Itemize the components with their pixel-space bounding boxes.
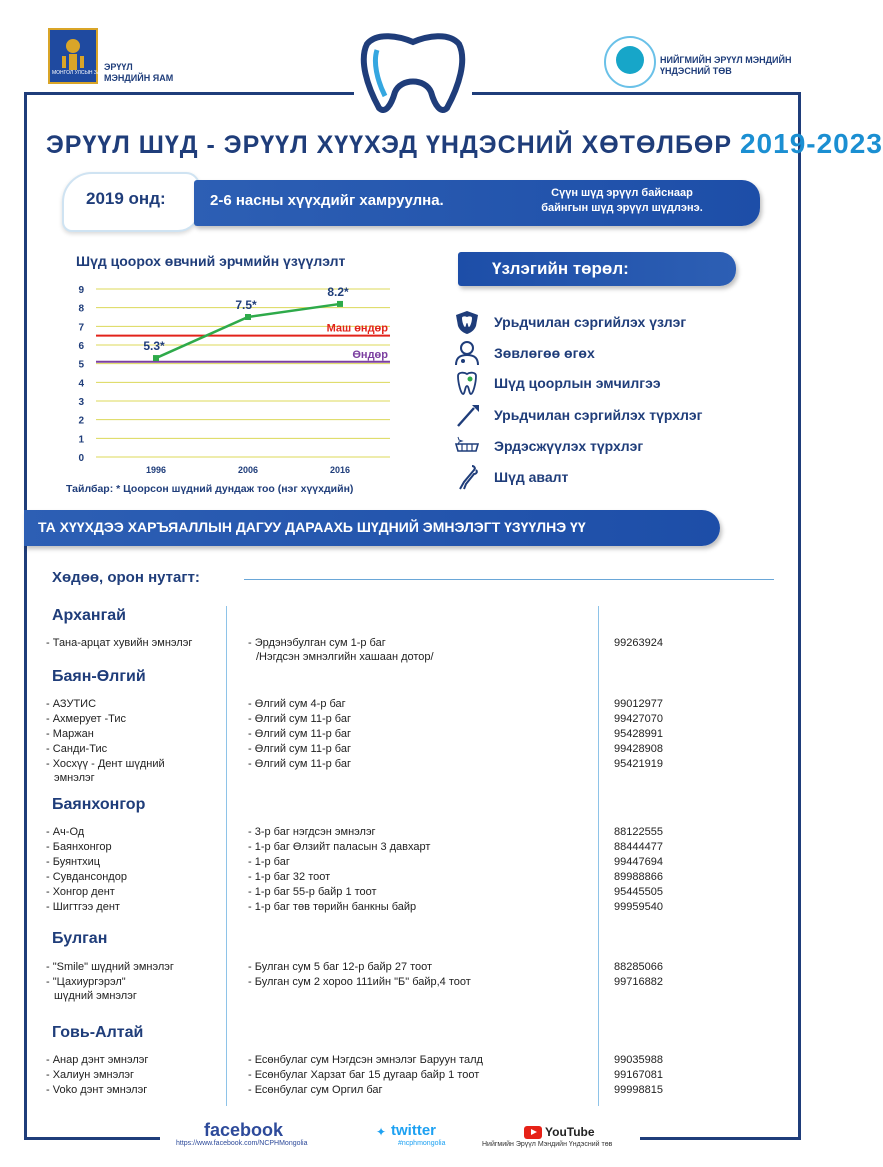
section-heading: Хөдөө, орон нутагт:	[52, 569, 200, 586]
exam-item	[452, 340, 595, 366]
clinic-name: - АЗУТИС	[46, 698, 97, 710]
title-years: 2019-2023	[739, 128, 883, 159]
twitter-handle[interactable]: #ncphmongolia	[398, 1140, 446, 1147]
section-divider	[244, 579, 774, 580]
data-point	[245, 314, 251, 320]
clinic-address: - Өлгий сум 4-р баг	[248, 698, 346, 710]
chart-title: Шүд цоорох өвчний эрчмийн үзүүлэлт	[76, 253, 346, 269]
reference-line-label: Маш өндөр	[326, 322, 388, 335]
y-tick-label: 7	[78, 322, 84, 334]
x-tick-label: 2016	[329, 465, 351, 475]
clinic-address: - Есөнбулаг сум Нэгдсэн эмнэлэг Баруун талд	[248, 1054, 483, 1066]
clinic-name: - Халиун эмнэлэг	[46, 1069, 135, 1081]
banner-side-text	[516, 186, 728, 216]
exam-item	[452, 402, 702, 428]
clinic-address: - 1-р баг	[248, 856, 290, 868]
frame-top-left	[24, 92, 354, 95]
clinic-phone: 88285066	[614, 961, 663, 973]
page-title	[46, 128, 883, 160]
ncph-name	[660, 55, 791, 77]
y-tick-label: 8	[78, 303, 84, 315]
clinic-address: - Өлгий сум 11-р баг	[248, 713, 351, 725]
clinic-address: - Есөнбулаг сум Оргил баг	[248, 1084, 383, 1096]
clinic-phone: 95428991	[614, 728, 663, 740]
clinic-name: - Ач-Од	[46, 826, 85, 838]
exam-item	[452, 433, 643, 459]
exam-item-label: Шүд цоорлын эмчилгээ	[494, 375, 661, 391]
tooth-logo-icon	[357, 30, 469, 114]
clinic-name: - Хосхүү - Дент шүдний	[46, 758, 165, 770]
y-tick-label: 1	[78, 434, 84, 446]
banner-year: 2019 онд:	[86, 189, 166, 208]
caries-chart	[60, 275, 410, 480]
clinic-address: - 1-р баг төв төрийн банкны байр	[248, 901, 417, 913]
y-tick-label: 5	[78, 359, 84, 371]
series-line	[156, 304, 340, 358]
clinic-phone: 89988866	[614, 871, 663, 883]
province-name: Говь-Алтай	[52, 1024, 144, 1041]
exam-item-label: Урьдчилан сэргийлэх үзлэг	[494, 314, 687, 330]
clinic-phone: 99012977	[614, 698, 663, 710]
clinic-phone: 99998815	[614, 1084, 663, 1096]
ministry-line-2: МЭНДИЙН ЯАМ	[104, 73, 174, 83]
clinic-name: - Сувдансондор	[46, 871, 127, 883]
clinic-phone: 95445505	[614, 886, 663, 898]
province-name: Булган	[52, 930, 108, 947]
clinic-phone: 88122555	[614, 826, 663, 838]
clinic-phone: 99427070	[614, 713, 663, 725]
clinic-phone: 99428908	[614, 743, 663, 755]
sparkling-teeth-icon	[452, 433, 482, 459]
extraction-forceps-icon	[452, 464, 482, 490]
exam-item	[452, 464, 568, 490]
ncph-line-2: ҮНДЭСНИЙ ТӨВ	[660, 66, 732, 76]
province-name: Архангай	[52, 607, 126, 624]
clinic-address: - 1-р баг 55-р байр 1 тоот	[248, 886, 377, 898]
clinic-phone: 95421919	[614, 758, 663, 770]
band-text: ТА ХҮҮХДЭЭ ХАРЪЯАЛЛЫН ДАГУУ ДАРААХЬ ШҮДНИЙ ЭМНЭЛЭГТ ҮЗҮҮЛНЭ ҮҮ	[38, 519, 586, 535]
data-label: 8.2*	[327, 284, 349, 299]
clinic-name: - Баянхонгор	[46, 841, 112, 853]
reference-line-label: Өндөр	[352, 348, 388, 361]
facebook-url[interactable]: https://www.facebook.com/NCPHMongolia	[176, 1140, 308, 1147]
province-name: Баян-Өлгий	[52, 668, 146, 685]
data-label: 5.3*	[143, 339, 165, 354]
chart-note: Тайлбар: * Цоорсон шүдний дундаж тоо (нэг хүүхдийн)	[66, 483, 354, 495]
facebook-logo[interactable]: facebook	[204, 1120, 284, 1140]
column-separator	[598, 606, 599, 1106]
clinic-phone: 99959540	[614, 901, 663, 913]
clinic-address: - 3-р баг нэгдсэн эмнэлэг	[248, 826, 376, 838]
banner-main-text: 2-6 насны хүүхдийг хамруулна.	[210, 192, 444, 209]
brush-applicator-icon	[452, 402, 482, 428]
data-point	[337, 301, 343, 307]
clinic-name: - Маржан	[46, 728, 94, 740]
clinic-name-line-2: эмнэлэг	[54, 772, 95, 784]
tooth-shield-icon	[452, 309, 482, 335]
clinic-phone: 99167081	[614, 1069, 663, 1081]
ministry-line-1: ЭРҮҮЛ	[104, 62, 133, 72]
emblem-caption: МОНГОЛ УЛСЫН ЗАСГИЙН ГАЗАР	[52, 70, 135, 76]
clinic-address: - 1-р баг 32 тоот	[248, 871, 331, 883]
youtube-logo[interactable]: YouTube	[545, 1125, 595, 1139]
youtube-play-icon	[524, 1126, 542, 1139]
clinic-address-line-2: /Нэгдсэн эмнэлгийн хашаан дотор/	[256, 651, 434, 663]
data-point	[153, 355, 159, 361]
doctor-icon	[452, 340, 482, 366]
clinic-address: - Өлгий сум 11-р баг	[248, 758, 351, 770]
frame-top-right	[472, 92, 801, 95]
clinic-name: - Ахмерует -Тис	[46, 713, 126, 725]
clinic-name: - Шигтгээ дент	[46, 901, 120, 913]
clinic-address: - Өлгий сум 11-р баг	[248, 743, 351, 755]
cavity-tooth-icon	[452, 370, 482, 396]
exam-item-label: Шүд авалт	[494, 469, 569, 485]
clinic-phone: 99447694	[614, 856, 663, 868]
exam-item	[452, 309, 686, 335]
clinic-name: - "Цахиургэрэл"	[46, 976, 126, 988]
clinic-phone: 88444477	[614, 841, 663, 853]
banner-side-line-1: Сүүн шүд эрүүл байснаар	[551, 187, 693, 199]
clinic-address: - Булган сум 2 хороо 111ийн "Б" байр,4 тоот	[248, 976, 471, 988]
y-tick-label: 4	[78, 378, 84, 390]
ministry-name	[104, 62, 173, 84]
exam-types-heading-text: Үзлэгийн төрөл:	[492, 259, 629, 278]
y-tick-label: 9	[78, 285, 84, 296]
x-tick-label: 2006	[237, 465, 259, 475]
clinic-name: - Санди-Тис	[46, 743, 108, 755]
clinic-address: - Өлгий сум 11-р баг	[248, 728, 351, 740]
exam-item-label: Урьдчилан сэргийлэх түрхлэг	[494, 407, 703, 423]
clinic-phone: 99035988	[614, 1054, 663, 1066]
clinic-name: - Хонгор дент	[46, 886, 115, 898]
clinic-address: - 1-р баг Өлзийт паласын 3 давхарт	[248, 841, 431, 853]
clinic-name: - Анар дэнт эмнэлэг	[46, 1054, 149, 1066]
y-tick-label: 3	[78, 397, 84, 408]
clinic-phone: 99263924	[614, 637, 663, 649]
ncph-line-1: НИЙГМИЙН ЭРҮҮЛ МЭНДИЙН	[660, 55, 792, 65]
exam-types-heading	[458, 252, 736, 286]
ncph-logo-icon	[616, 46, 644, 74]
clinic-name-line-2: шүдний эмнэлэг	[54, 990, 137, 1002]
exam-item-label: Эрдэсжүүлэх түрхлэг	[494, 438, 644, 454]
exam-item	[452, 370, 661, 396]
twitter-bird-icon: ✦	[376, 1125, 387, 1139]
column-separator	[226, 606, 227, 1106]
clinic-address: - Есөнбулаг Харзат баг 15 дугаар байр 1 тоот	[248, 1069, 480, 1081]
y-tick-label: 0	[78, 453, 84, 464]
exam-item-label: Зөвлөгөө өгөх	[494, 345, 595, 361]
data-label: 7.5*	[235, 298, 257, 312]
province-name: Баянхонгор	[52, 796, 146, 813]
clinic-name: - Тана-арцат хувийн эмнэлэг	[46, 637, 193, 649]
y-tick-label: 2	[78, 415, 84, 427]
clinic-instruction-band	[24, 510, 720, 546]
y-tick-label: 6	[78, 341, 84, 352]
clinic-name: - Voko дэнт эмнэлэг	[46, 1084, 148, 1096]
clinic-phone: 99716882	[614, 976, 663, 988]
clinic-address: - Булган сум 5 баг 12-р байр 27 тоот	[248, 961, 433, 973]
banner-side-line-2: байнгын шүд эрүүл шүдлэнэ.	[541, 202, 703, 214]
youtube-channel-name[interactable]: Нийгмийн Эрүүл Мэндийн Үндэсний төв	[482, 1141, 613, 1148]
x-tick-label: 1996	[145, 465, 167, 475]
clinic-name: - Буянтхиц	[46, 856, 101, 868]
title-main: ЭРҮҮЛ ШҮД - ЭРҮҮЛ ХҮҮХЭД ҮНДЭСНИЙ ХӨТӨЛБӨР	[46, 131, 733, 159]
clinic-name: - "Smile" шүдний эмнэлэг	[46, 961, 174, 973]
twitter-logo[interactable]: twitter	[391, 1122, 436, 1139]
clinic-address: - Эрдэнэбулган сум 1-р баг	[248, 637, 386, 649]
